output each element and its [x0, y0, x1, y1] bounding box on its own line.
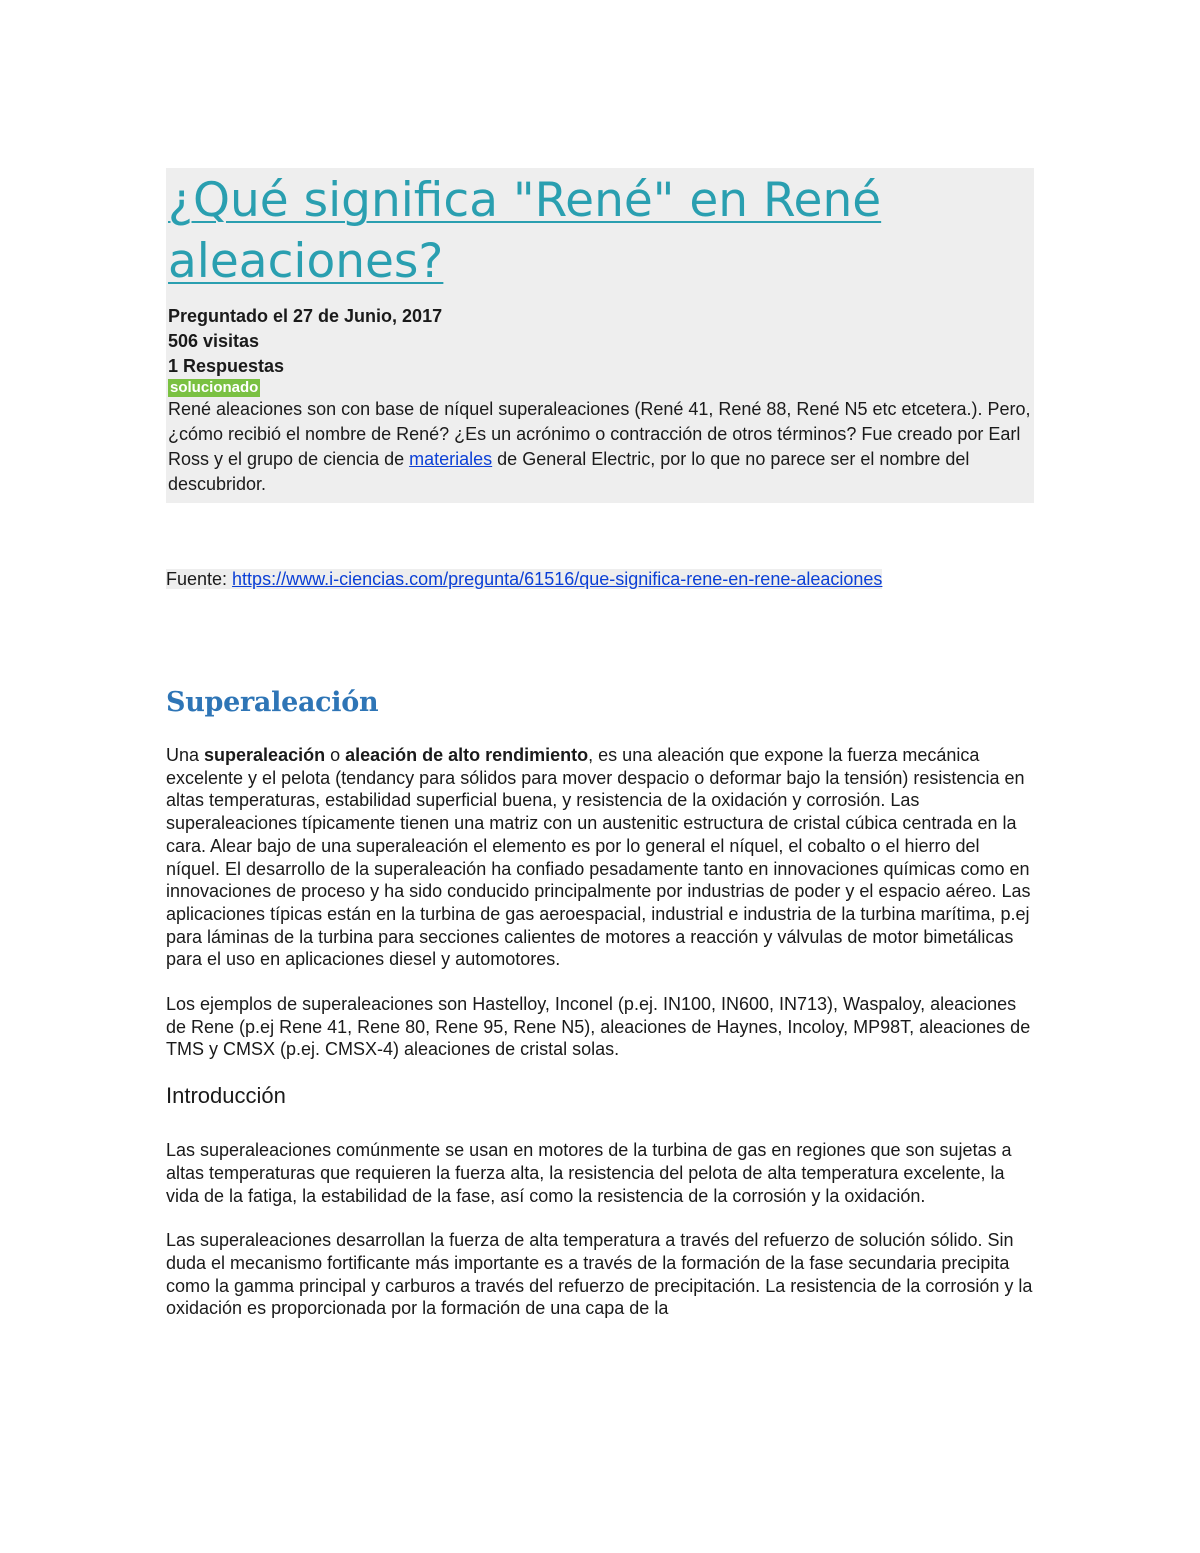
- question-box: [166, 168, 1034, 503]
- subheading-introduccion: Introducción: [166, 1083, 286, 1109]
- view-count: 506 visitas: [168, 331, 260, 351]
- question-meta: [168, 304, 1032, 379]
- p1-text-c: o: [325, 745, 346, 765]
- paragraph-4: Las superaleaciones desarrollan la fuerza de alta temperatura a través del refuerzo de solución sólido. Sin duda el mecanismo fortificante más importante es a través de la formación de la fase secundaria precipita como la gamma principal y carburos a través del refuerzo de precipitación. La resistencia de la corrosión y la oxidación es proporcionada por la formación de una capa de la: [166, 1230, 1033, 1319]
- materiales-link[interactable]: materiales: [409, 449, 493, 469]
- p1-bold-alto-rendimiento: aleación de alto rendimiento: [345, 745, 589, 765]
- question-title-link[interactable]: ¿Qué significa "René" en René aleaciones?: [168, 173, 882, 289]
- paragraph-1: [166, 744, 1034, 971]
- source-line: [166, 567, 1034, 591]
- source-label: Fuente:: [166, 569, 233, 589]
- source-url-link[interactable]: https://www.i-ciencias.com/pregunta/61516/que-significa-rene-en-rene-aleaciones: [232, 569, 883, 589]
- asked-date: Preguntado el 27 de Junio, 2017: [168, 306, 443, 326]
- status-badge: solucionado: [170, 379, 259, 396]
- status-badge-row: [168, 379, 1032, 397]
- answer-count: 1 Respuestas: [168, 356, 285, 376]
- p1-bold-superaleacion: superaleación: [204, 745, 326, 765]
- p1-text-a: Una: [166, 745, 205, 765]
- question-body-text-end: de General Electric, por lo que no parece ser el nombre del descubridor.: [168, 449, 970, 494]
- document-page: [166, 168, 1034, 1342]
- question-body: [168, 397, 1032, 497]
- section-heading: Superaleación: [166, 687, 379, 718]
- paragraph-2: Los ejemplos de superaleaciones son Hastelloy, Inconel (p.ej. IN100, IN600, IN713), Waspaloy, aleaciones de Rene (p.ej Rene 41, Rene 80, Rene 95, Rene N5), aleaciones de Haynes, Incoloy, MP98T, aleaciones de TMS y CMSX (p.ej. CMSX-4) aleaciones de cristal solas.: [166, 994, 1031, 1060]
- source-highlight: [166, 569, 882, 589]
- paragraph-3: Las superaleaciones comúnmente se usan en motores de la turbina de gas en regiones que son sujetas a altas temperaturas que requieren la fuerza alta, la resistencia del pelota de alta temperatura excelente, la vida de la fatiga, la estabilidad de la fase, así como la resistencia de la corrosión y la oxidación.: [166, 1140, 1012, 1206]
- p1-text-d: , es una aleación que expone la fuerza mecánica excelente y el pelota (tendancy para sólidos para mover despacio o deformar bajo la tensión) resistencia en altas temperaturas, estabilidad superficial buena, y resistencia de la oxidación y corrosión. Las superaleaciones típicamente tienen una matriz con un austenitic estructura de cristal cúbica centrada en la cara. Alear bajo de una superaleación el elemento es por lo general el níquel, el cobalto o el hierro del níquel. El desarrollo de la superaleación ha confiado pesadamente tanto en innovaciones químicas como en innovaciones de proceso y ha sido conducido principalmente por industrias de poder y el espacio aéreo. Las aplicaciones típicas están en la turbina de gas aeroespacial, industrial e industria de la turbina marítima, p.ej para láminas de la turbina para secciones calientes de motores a reacción y válvulas de motor bimetálicas para el uso en aplicaciones diesel y automotores.: [166, 745, 1031, 970]
- question-body-text: René aleaciones son con base de níquel superaleaciones (René 41, René 88, René N5 etc etcetera.). Pero, ¿cómo recibió el nombre de René? ¿Es un acrónimo o contracción de otros términos? Fue creado por Earl Ross y el grupo de ciencia de: [168, 399, 1031, 469]
